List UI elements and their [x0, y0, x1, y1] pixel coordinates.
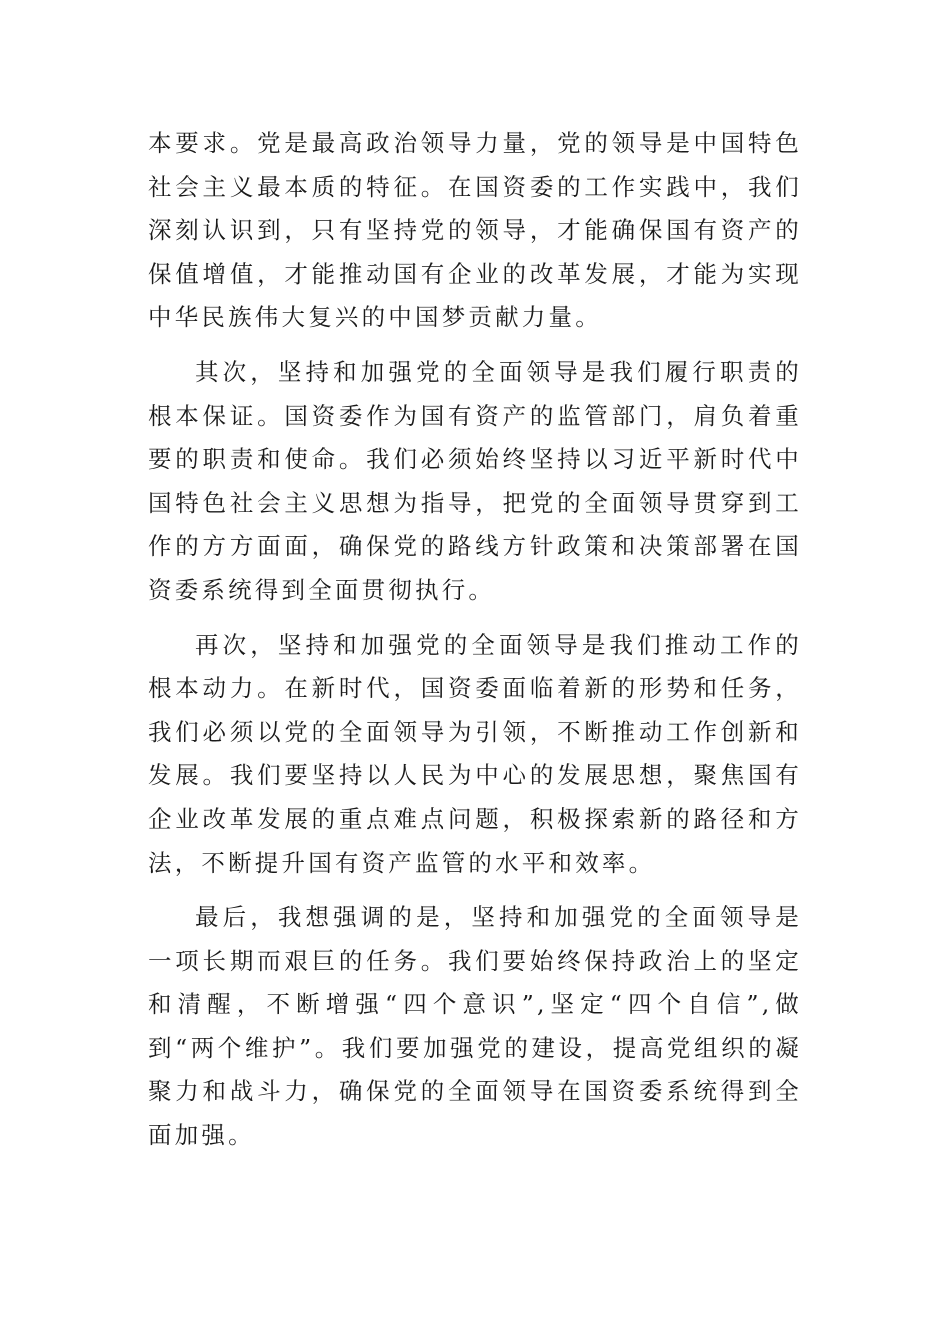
document-body	[148, 122, 802, 1169]
paragraph-finally: 最后，我想强调的是，坚持和加强党的全面领导是一项长期而艰巨的任务。我们要始终保持政治上的坚定和清醒，不断增强“四个意识”,坚定“四个自信”,做到“两个维护”。我们要加强党的建设，提高党组织的凝聚力和战斗力，确保党的全面领导在国资委系统得到全面加强。	[148, 903, 802, 1150]
paragraph-secondly: 其次，坚持和加强党的全面领导是我们履行职责的根本保证。国资委作为国有资产的监管部门，肩负着重要的职责和使命。我们必须始终坚持以习近平新时代中国特色社会主义思想为指导，把党的全面领导贯穿到工作的方方面面，确保党的路线方针政策和决策部署在国资委系统得到全面贯彻执行。	[148, 357, 802, 604]
paragraph-continued: 本要求。党是最高政治领导力量，党的领导是中国特色社会主义最本质的特征。在国资委的工作实践中，我们深刻认识到，只有坚持党的领导，才能确保国有资产的保值增值，才能推动国有企业的改革发展，才能为实现中华民族伟大复兴的中国梦贡献力量。	[148, 129, 802, 332]
paragraph-thirdly: 再次，坚持和加强党的全面领导是我们推动工作的根本动力。在新时代，国资委面临着新的形势和任务，我们必须以党的全面领导为引领，不断推动工作创新和发展。我们要坚持以人民为中心的发展思想，聚焦国有企业改革发展的重点难点问题，积极探索新的路径和方法，不断提升国有资产监管的水平和效率。	[148, 630, 802, 877]
